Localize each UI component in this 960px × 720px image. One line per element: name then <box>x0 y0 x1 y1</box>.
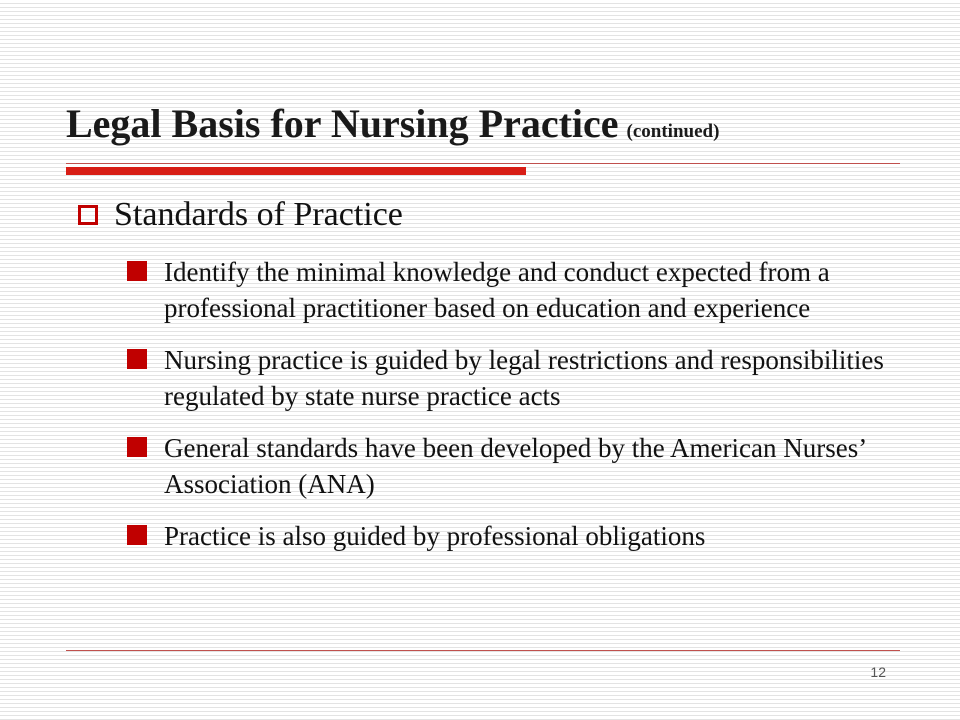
section-heading-text: Standards of Practice <box>114 196 403 233</box>
slide-title <box>66 100 719 147</box>
page-number: 12 <box>870 664 886 680</box>
hollow-square-icon <box>78 205 98 225</box>
bullet-text: Nursing practice is guided by legal restrictions and responsibilities regulated by state nurse practice acts <box>164 345 884 411</box>
section-heading <box>78 196 403 234</box>
title-accent-bar <box>66 167 526 175</box>
bullet-list <box>127 254 887 554</box>
footer-divider <box>66 650 900 651</box>
bullet-text: Identify the minimal knowledge and conduct expected from a professional practitioner based on education and experience <box>164 257 830 323</box>
title-divider <box>66 163 900 164</box>
bullet-item <box>127 518 887 554</box>
bullet-text: General standards have been developed by the American Nurses’ Association (ANA) <box>164 433 866 499</box>
filled-square-icon <box>127 349 147 369</box>
filled-square-icon <box>127 437 147 457</box>
bullet-item <box>127 254 887 326</box>
filled-square-icon <box>127 261 147 281</box>
title-suffix: (continued) <box>626 121 720 142</box>
bullet-item <box>127 430 887 502</box>
title-text: Legal Basis for Nursing Practice <box>66 101 619 146</box>
filled-square-icon <box>127 525 147 545</box>
bullet-item <box>127 342 887 414</box>
bullet-text: Practice is also guided by professional obligations <box>164 521 706 551</box>
